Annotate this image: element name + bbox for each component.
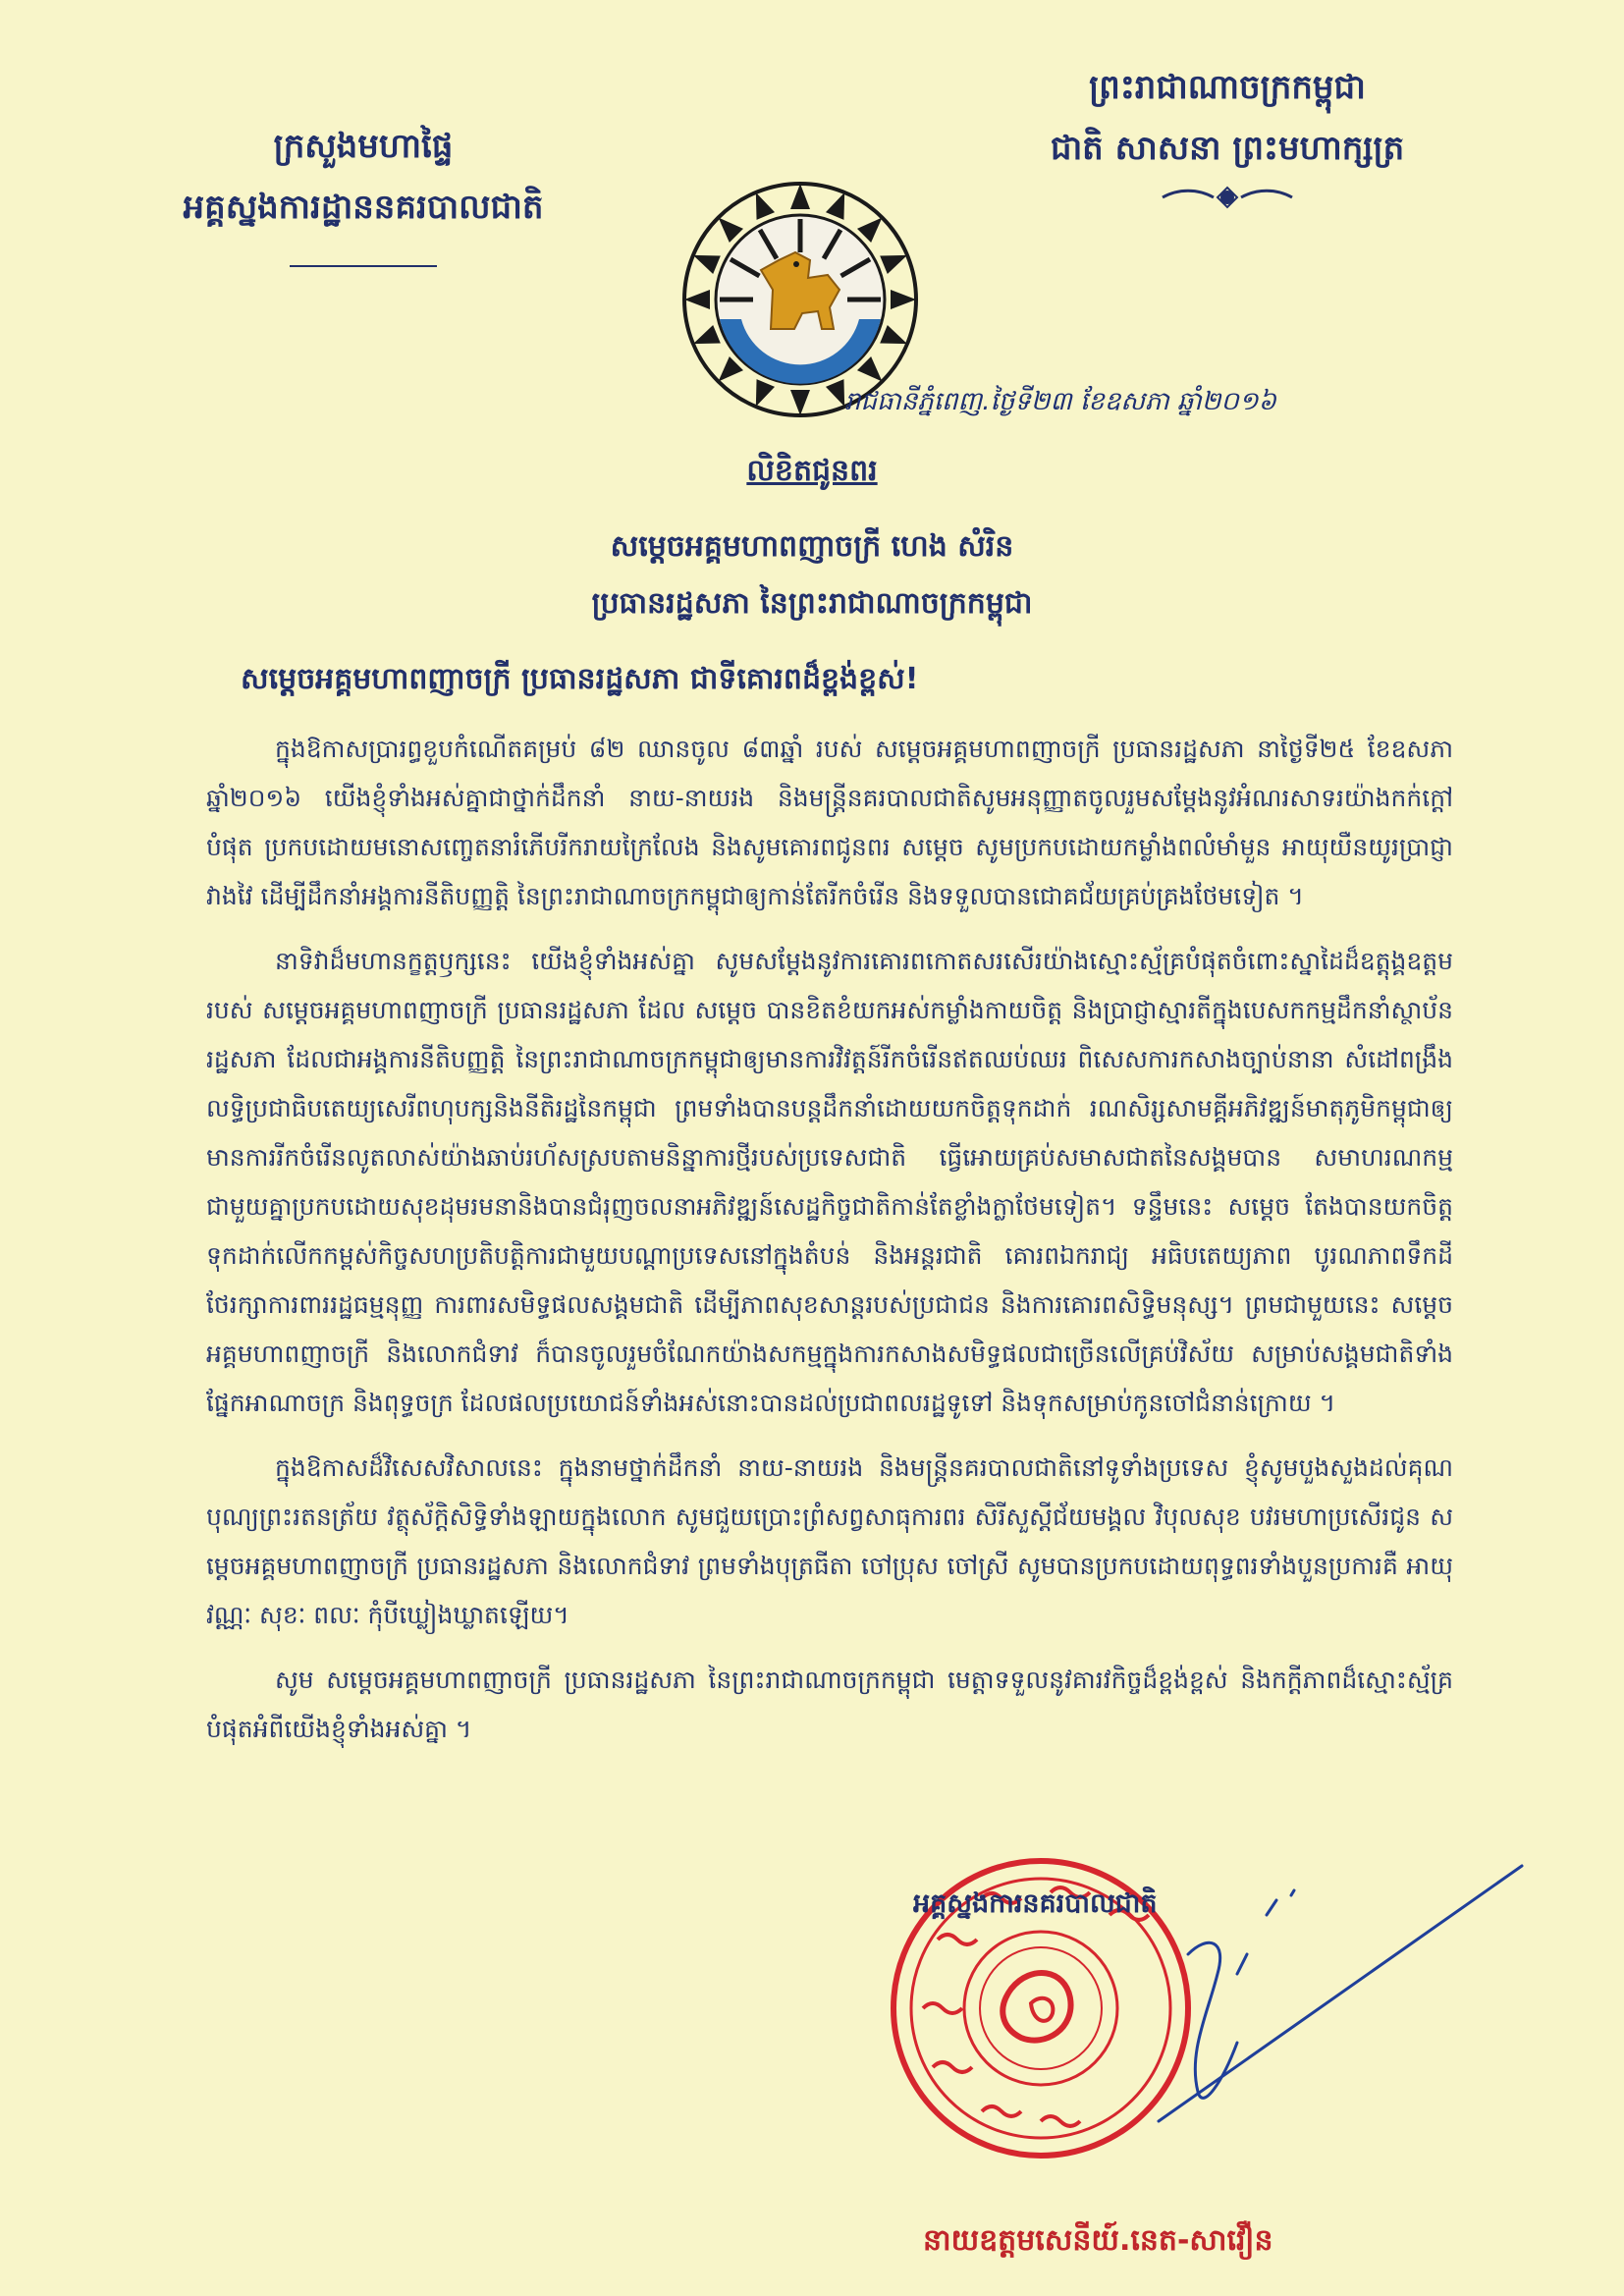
national-motto: ជាតិ សាសនា ព្រះមហាក្សត្រ bbox=[1050, 129, 1405, 168]
ornament-icon bbox=[1011, 185, 1443, 217]
recipient-name: សម្តេចអគ្គមហាពញាចក្រី ហេង សំរិន bbox=[610, 529, 1014, 564]
letter-body bbox=[206, 725, 1453, 1770]
paragraph: នាទិវាដ៏មហានក្ខត្តឫក្សនេះ យើងខ្ញុំទាំងអស់គ្នា សូមសម្តែងនូវការគោរពកោតសរសើរយ៉ាងស្មោះស្ម័គ្រ​បំផុតចំពោះស្នាដៃដ៏ឧត្តុង្គឧត្តមរបស់ សម្តេចអគ្គមហាពញាចក្រី ប្រធានរដ្ឋសភា ដែល សម្តេច បានខិតខំយកអស់កម្លាំងកាយចិត្ត និងប្រាជ្ញាស្មារតីក្នុងបេសកកម្មដឹកនាំស្ថាប័នរដ្ឋសភា ដែលជាអង្គការនីតិបញ្ញត្តិ នៃព្រះរាជាណាចក្រកម្ពុជាឲ្យមានការវិវត្តន៍រីកចំរើនឥតឈប់ឈរ ពិសេសការកសាងច្បាប់នានា សំដៅពង្រឹងលទ្ធិប្រជាធិបតេយ្យសេរីពហុបក្សនិងនីតិរដ្ឋនៃកម្ពុជា ព្រមទាំងបានបន្តដឹកនាំដោយយកចិត្តទុកដាក់ រណសិរ្សសាមគ្គីអភិវឌ្ឍន៍មាតុភូមិកម្ពុជាឲ្យមានការរីកចំរើនលូតលាស់យ៉ាងឆាប់រហ័សស្របតាមនិន្នាការថ្មីរបស់ប្រទេសជាតិ ធ្វើអោយគ្រប់សមាសជាតនៃសង្គមបាន សមាហរណកម្មជាមួយគ្នាប្រកបដោយសុខដុមរមនានិងបានជំរុញចលនាអភិវឌ្ឍន៍សេដ្ឋកិច្ចជាតិកាន់តែខ្លាំងក្លាថែមទៀត។ ទន្ទឹមនេះ សម្តេច តែងបានយកចិត្តទុកដាក់លើកកម្ពស់កិច្ចសហប្រតិបត្តិការជាមួយបណ្តាប្រទេសនៅក្នុងតំបន់ និងអន្តរជាតិ គោរពឯករាជ្យ អធិបតេយ្យភាព បូរណភាពទឹកដី ថែរក្សាការពាររដ្ឋធម្មនុញ្ញ ការពារសមិទ្ធផលសង្គមជាតិ ដើម្បីភាពសុខសាន្តរបស់ប្រជាជន និងការគោរពសិទ្ធិមនុស្ស។ ព្រមជាមួយនេះ សម្តេចអគ្គមហាពញាចក្រី និងលោកជំទាវ ក៏បានចូលរួមចំណែកយ៉ាងសកម្មក្នុងការកសាងសមិទ្ធផលជាច្រើនលើគ្រប់វិស័យ សម្រាប់សង្គមជាតិទាំងផ្នែកអាណាចក្រ និងពុទ្ធចក្រ ដែលផលប្រយោជន៍ទាំងអស់នោះបានដល់ប្រជាពលរដ្ឋទូទៅ និងទុកសម្រាប់កូនចៅជំនាន់ក្រោយ ។ bbox=[206, 947, 1453, 1417]
ministry-name: ក្រសួងមហាផ្ទៃ bbox=[273, 127, 454, 166]
salutation: សម្តេចអគ្គមហាពញាចក្រី ប្រធានរដ្ឋសភា ជាទីគោរពដ៏ខ្ពង់ខ្ពស់! bbox=[241, 662, 919, 696]
recipient-position: ប្រធានរដ្ឋសភា នៃព្រះរាជាណាចក្រកម្ពុជា bbox=[591, 586, 1033, 621]
handwritten-signature-icon bbox=[1129, 1846, 1542, 2141]
paragraph: ក្នុងឱកាសដ៏វិសេសវិសាលនេះ ក្នុងនាមថ្នាក់ដឹកនាំ នាយ-នាយរង និងមន្ត្រីនគរបាលជាតិនៅទូទាំងប្រទេស ខ្ញុំសូមបួងសួងដល់គុណបុណ្យព្រះរតនត្រ័យ វត្ថុស័ក្តិសិទ្ធិទាំងឡាយក្នុងលោក សូមជួយប្រោះព្រំសព្វសាធុការពរ សិរីសួស្តីជ័យមង្គល វិបុលសុខ បវរមហាប្រសើរជូន សម្តេចអគ្គមហាពញាចក្រី ប្រធានរដ្ឋសភា និងលោកជំទាវ ព្រមទាំងបុត្រធីតា ចៅប្រុស ចៅស្រី សូមបានប្រកបដោយពុទ្ធពរទាំងបួនប្រការគឺ អាយុ វណ្ណៈ សុខៈ ពលៈ កុំបីឃ្លៀងឃ្លាតឡើយ។ bbox=[206, 1453, 1453, 1629]
signature-title: អគ្គស្នងការនគរបាលជាតិ bbox=[913, 1888, 1158, 1919]
recipient-block bbox=[0, 519, 1624, 632]
department-name: អគ្គស្នងការដ្ឋាននគរបាលជាតិ bbox=[183, 188, 544, 227]
header-left bbox=[147, 116, 579, 267]
letter-title: លិខិតជូនពរ bbox=[746, 454, 878, 488]
header-right bbox=[1011, 57, 1443, 217]
paragraph: ក្នុងឱកាសប្រារព្ធខួបកំណើតគម្រប់ ៨២ ឈានចូល ៨៣ឆ្នាំ របស់ សម្តេចអគ្គមហាពញាចក្រី ប្រធានរដ្ឋសភា នាថ្ងៃទី២៥ ខែឧសភា ឆ្នាំ២០១៦ យើងខ្ញុំទាំងអស់គ្នាជាថ្នាក់ដឹកនាំ នាយ-នាយរង និងមន្ត្រីនគរបាលជាតិសូមអនុញ្ញាតចូលរួមសម្តែងនូវអំណរសាទរយ៉ាងកក់ក្តៅបំផុត ប្រកបដោយមនោសញ្ចេតនារំភើបរីករាយក្រៃលែង និងសូមគោរពជូនពរ សម្តេច សូមប្រកបដោយកម្លាំងពលំមាំមួន អាយុយឺនយូរប្រាជ្ញាវាងវៃ ដើម្បីដឹកនាំអង្គការនីតិបញ្ញត្តិ នៃព្រះរាជាណាចក្រកម្ពុជាឲ្យកាន់តែរីកចំរើន និងទទួលបានជោគជ័យគ្រប់គ្រងថែមទៀត ។ bbox=[206, 735, 1453, 910]
header-divider bbox=[290, 265, 437, 267]
paragraph: សូម សម្តេចអគ្គមហាពញាចក្រី ប្រធានរដ្ឋសភា នៃព្រះរាជាណាចក្រកម្ពុជា មេត្តាទទួលនូវគារវកិច្ចដ៏ខ្ពង់ខ្ពស់ និងកក្តីភាពដ៏ស្មោះស្ម័គ្របំផុតអំពីយើងខ្ញុំទាំងអស់គ្នា ។ bbox=[206, 1666, 1453, 1743]
kingdom-name: ព្រះរាជាណាចក្រកម្ពុជា bbox=[1089, 68, 1366, 107]
date-line: រាជធានីភ្នំពេញ.ថ្ងៃទី២៣ ខែឧសភា ឆ្នាំ២០១៦ bbox=[844, 387, 1276, 416]
signer-name: នាយឧត្តមសេនីយ៍.នេត-សាវឿន bbox=[923, 2223, 1273, 2258]
